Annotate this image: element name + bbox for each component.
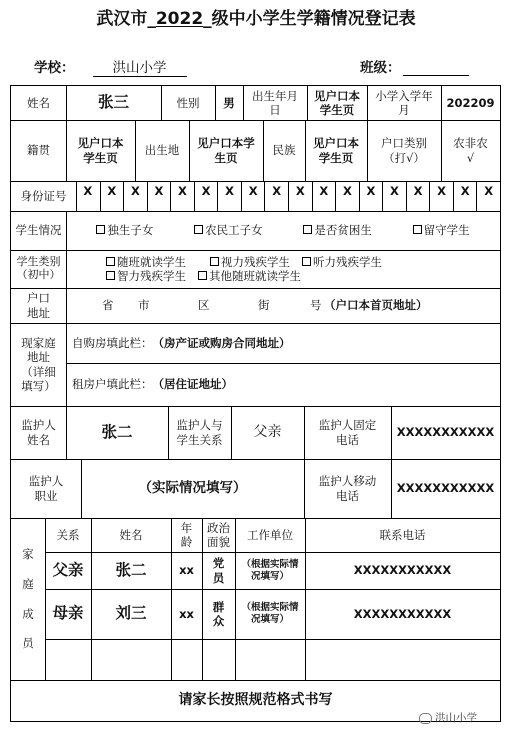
option-migrant-child[interactable]: 农民工子女 bbox=[194, 223, 263, 237]
id-digit-cell[interactable]: X bbox=[241, 181, 265, 211]
ethnic-value[interactable]: 见户口本学生页 bbox=[313, 136, 359, 165]
checkbox-icon bbox=[194, 225, 203, 234]
family-row1-relation[interactable]: 父亲 bbox=[52, 560, 84, 579]
family-side-label: 家 庭 成 员 bbox=[22, 547, 34, 651]
family-row2-age[interactable]: xx bbox=[179, 606, 194, 621]
family-row1-work[interactable]: （根据实际情况填写） bbox=[241, 558, 299, 582]
checkbox-icon bbox=[106, 271, 115, 280]
family-row2-work[interactable]: （根据实际情况填写） bbox=[241, 602, 299, 625]
class-field[interactable] bbox=[403, 61, 469, 76]
family-row2-political[interactable]: 群众 bbox=[212, 599, 225, 628]
option-poor[interactable]: 是否贫困生 bbox=[303, 223, 372, 237]
option-only-child[interactable]: 独生子女 bbox=[96, 223, 153, 237]
id-digit-cell[interactable]: X bbox=[194, 181, 218, 211]
name-value[interactable]: 张三 bbox=[97, 93, 129, 112]
id-digit-cell[interactable]: X bbox=[453, 181, 477, 211]
school-value[interactable]: 洪山小学 bbox=[93, 56, 187, 77]
guardian-phone-value[interactable]: XXXXXXXXXXX bbox=[396, 425, 495, 440]
id-digits[interactable] bbox=[76, 181, 500, 211]
guardian-relation-label: 监护人与学生关系 bbox=[176, 418, 223, 447]
family-header-work: 工作单位 bbox=[247, 527, 293, 542]
current-addr-label: 现家庭地址（详细填写） bbox=[21, 335, 56, 393]
guardian-mobile-label: 监护人移动电话 bbox=[318, 474, 377, 503]
checkbox-icon bbox=[106, 257, 115, 266]
registration-form bbox=[10, 85, 501, 722]
guardian-name-label: 监护人姓名 bbox=[21, 418, 56, 447]
name-label: 姓名 bbox=[27, 95, 50, 110]
id-digit-cell[interactable]: X bbox=[476, 181, 500, 211]
hukou-addr-field[interactable] bbox=[66, 288, 500, 323]
guardian-mobile-value[interactable]: XXXXXXXXXXX bbox=[396, 481, 495, 496]
family-row1-phone[interactable]: XXXXXXXXXXX bbox=[353, 563, 452, 578]
id-digit-cell[interactable]: X bbox=[406, 181, 430, 211]
option-other-inclusion[interactable]: 其他随班就读学生 bbox=[198, 269, 301, 283]
hukou-addr-note: （户口本首页地址） bbox=[324, 298, 428, 313]
id-digit-cell[interactable]: X bbox=[429, 181, 453, 211]
option-inclusion[interactable]: 随班就读学生 bbox=[94, 255, 198, 269]
native-label: 籍贯 bbox=[27, 143, 50, 158]
wechat-icon bbox=[419, 713, 432, 724]
school-line: 学校： 洪山小学 bbox=[34, 56, 187, 77]
province-label: 省 bbox=[102, 298, 114, 313]
id-digit-cell[interactable]: X bbox=[147, 181, 171, 211]
hukou-type-value[interactable]: 农非农√ bbox=[453, 136, 488, 165]
id-digit-cell[interactable]: X bbox=[359, 181, 383, 211]
guardian-job-value[interactable]: （实际情况填写） bbox=[138, 480, 247, 497]
district-label: 区 bbox=[198, 298, 210, 313]
gender-value[interactable]: 男 bbox=[223, 95, 235, 110]
guardian-phone-label: 监护人固定电话 bbox=[318, 418, 377, 447]
hukou-type-label: 户口类别（打√） bbox=[381, 136, 427, 165]
option-visual[interactable]: 视力残疾学生 bbox=[198, 255, 302, 269]
id-label: 身份证号 bbox=[20, 188, 67, 203]
entry-value[interactable]: 202209 bbox=[446, 95, 495, 110]
hukou-addr-label: 户口地址 bbox=[27, 291, 50, 320]
entry-label: 小学入学年月 bbox=[375, 88, 433, 117]
gender-label: 性别 bbox=[176, 95, 200, 110]
footer-note: 请家长按照规范格式书写 bbox=[178, 691, 333, 708]
watermark: 洪山小学 bbox=[419, 710, 477, 725]
form-title: 武汉市_2022_级中小学生学籍情况登记表 bbox=[96, 9, 416, 29]
own-house-field[interactable]: 自购房填此栏： （房产证或购房合同地址） bbox=[72, 335, 291, 350]
rent-house-field[interactable]: 租房户填此栏： （居住证地址） bbox=[72, 377, 233, 392]
class-line: 班级： bbox=[360, 56, 469, 76]
guardian-name-value[interactable]: 张二 bbox=[101, 422, 133, 441]
checkbox-icon bbox=[198, 271, 207, 280]
id-digit-cell[interactable]: X bbox=[288, 181, 312, 211]
guardian-job-label: 监护人职业 bbox=[28, 474, 64, 503]
id-digit-cell[interactable]: X bbox=[217, 181, 241, 211]
family-header-age: 年龄 bbox=[180, 520, 193, 549]
id-digit-cell[interactable]: X bbox=[100, 181, 124, 211]
option-hearing[interactable]: 听力残疾学生 bbox=[302, 255, 382, 269]
birth-value[interactable]: 见户口本学生页 bbox=[314, 88, 360, 117]
student-status-label: 学生情况 bbox=[15, 223, 62, 238]
student-status-options bbox=[66, 211, 500, 250]
checkbox-icon bbox=[302, 257, 311, 266]
id-digit-cell[interactable]: X bbox=[83, 184, 93, 198]
option-intellectual[interactable]: 智力残疾学生 bbox=[94, 269, 198, 283]
checkbox-icon bbox=[413, 225, 422, 234]
student-type-options bbox=[66, 250, 500, 288]
id-digit-cell[interactable]: X bbox=[170, 181, 194, 211]
id-digit-cell[interactable]: X bbox=[382, 181, 406, 211]
number-label: 号 bbox=[310, 298, 322, 313]
family-row1-age[interactable]: xx bbox=[179, 563, 194, 578]
family-row2-phone[interactable]: XXXXXXXXXXX bbox=[353, 606, 452, 621]
family-header-phone: 联系电话 bbox=[379, 527, 426, 542]
birthplace-label: 出生地 bbox=[144, 143, 180, 158]
birth-label: 出生年月日 bbox=[252, 88, 298, 117]
street-label: 街 bbox=[258, 298, 270, 313]
id-digit-cell[interactable]: X bbox=[123, 181, 147, 211]
native-value[interactable]: 见户口本学生页 bbox=[77, 136, 124, 165]
checkbox-icon bbox=[210, 257, 219, 266]
checkbox-icon bbox=[303, 225, 312, 234]
family-header-political: 政治面貌 bbox=[207, 520, 230, 549]
family-row1-name[interactable]: 张二 bbox=[115, 560, 147, 579]
family-row2-name[interactable]: 刘三 bbox=[115, 604, 147, 623]
city-label: 市 bbox=[138, 298, 150, 313]
family-header-name: 姓名 bbox=[119, 527, 143, 542]
ethnic-label: 民族 bbox=[272, 143, 296, 158]
id-digit-cell[interactable]: X bbox=[312, 181, 336, 211]
student-type-label: 学生类别（初中） bbox=[16, 255, 61, 281]
id-digit-cell[interactable]: X bbox=[264, 181, 288, 211]
checkbox-icon bbox=[96, 225, 105, 234]
guardian-relation-value[interactable]: 父亲 bbox=[253, 423, 282, 440]
birthplace-value[interactable]: 见户口本学生页 bbox=[197, 136, 255, 165]
family-header-relation: 关系 bbox=[56, 527, 80, 542]
id-digit-cell[interactable]: X bbox=[335, 181, 359, 211]
family-row2-relation[interactable]: 母亲 bbox=[52, 604, 84, 623]
family-row1-political[interactable]: 党员 bbox=[212, 556, 225, 585]
option-left-behind[interactable]: 留守学生 bbox=[413, 223, 470, 237]
